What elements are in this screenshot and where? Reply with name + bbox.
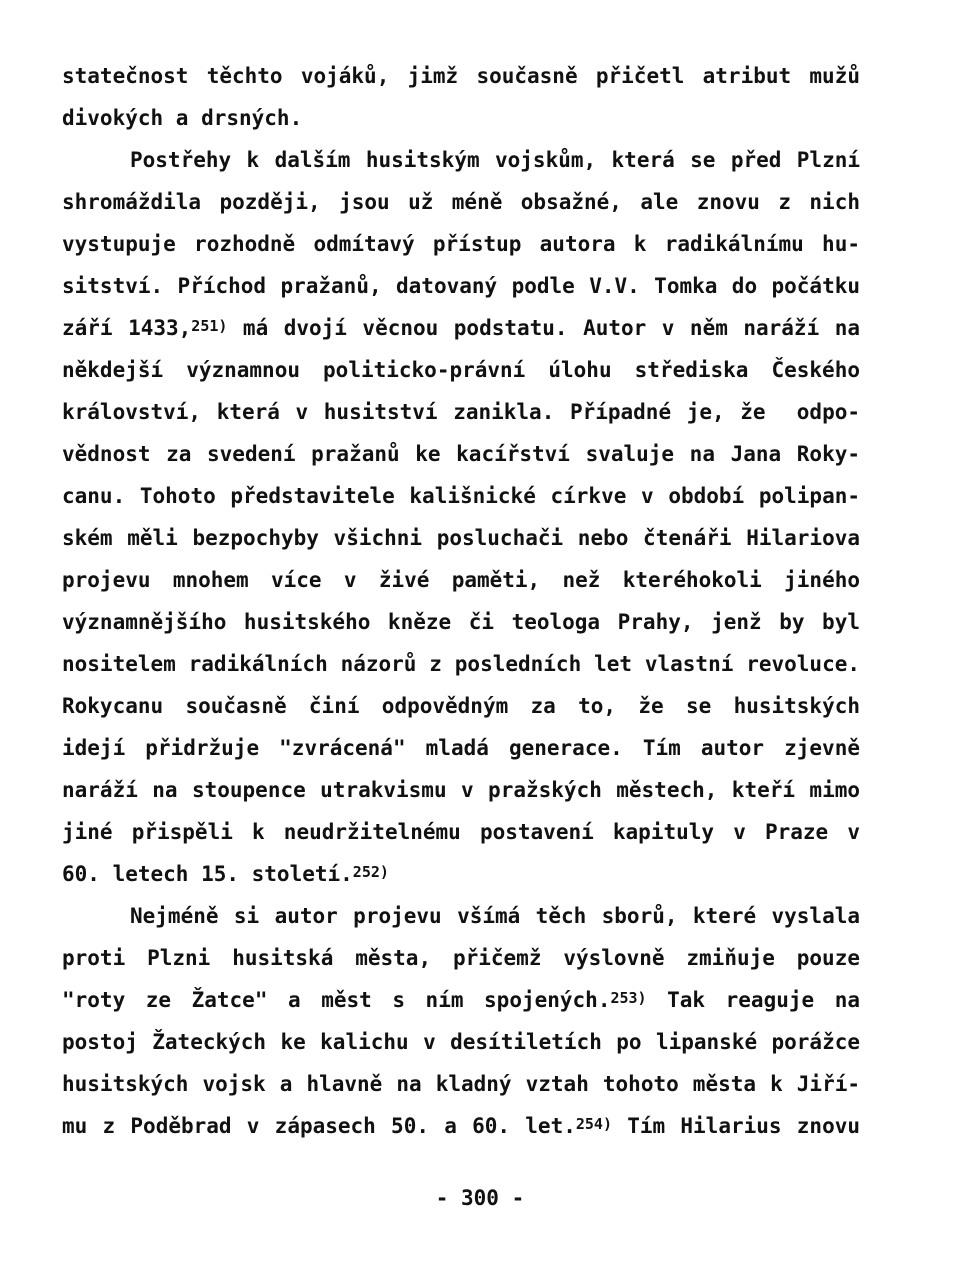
text-line <box>62 610 860 634</box>
text-line <box>62 442 860 466</box>
line-text: mu z Poděbrad v zápasech 50. a 60. let. <box>62 1114 576 1138</box>
text-line <box>62 274 860 298</box>
text-line <box>130 148 860 172</box>
text-line <box>62 1072 860 1096</box>
text-line <box>62 862 389 886</box>
line-text: postoj Žateckých ke kalichu v desítiletích po lipanské porážce <box>62 1030 860 1054</box>
text-line <box>62 988 860 1012</box>
footnote-marker: 254) <box>575 1115 612 1133</box>
line-text: statečnost těchto vojáků, jimž současně přičetl atribut mužů <box>62 64 860 88</box>
line-text: Nejméně si autor projevu všímá těch sborů, které vyslala <box>130 904 860 928</box>
text-line <box>62 190 860 214</box>
line-text: vědnost za svedení pražanů ke kacířství svaluje na Jana Roky- <box>62 442 860 466</box>
line-text: září 1433, <box>62 316 192 340</box>
text-line <box>62 652 860 676</box>
text-line <box>62 778 860 802</box>
line-text: ském měli bezpochyby všichni posluchači nebo čtenáři Hilariova <box>62 526 860 550</box>
page-number: - 300 - <box>435 1186 525 1210</box>
line-text: naráží na stoupence utrakvismu v pražských městech, kteří mimo <box>62 778 860 802</box>
line-text: království, která v husitství zanikla. Případné je, že odpo- <box>62 400 860 424</box>
line-text: divokých a drsných. <box>62 106 303 130</box>
footnote-marker: 252) <box>352 863 389 881</box>
line-text-continued: má dvojí věcnou podstatu. Autor v něm naráží na <box>227 316 860 340</box>
text-line <box>62 106 302 130</box>
text-line <box>62 64 860 88</box>
line-text: 60. letech 15. století. <box>62 862 353 886</box>
text-line <box>130 904 860 928</box>
line-text: Postřehy k dalším husitským vojskům, která se před Plzní <box>130 148 860 172</box>
text-line <box>62 820 860 844</box>
line-text: vystupuje rozhodně odmítavý přístup autora k radikálnímu hu- <box>62 232 860 256</box>
text-line <box>62 358 860 382</box>
footnote-marker: 253) <box>610 989 647 1007</box>
line-text: proti Plzni husitská města, přičemž výslovně zmiňuje pouze <box>62 946 860 970</box>
line-text: projevu mnohem více v živé paměti, než kteréhokoli jiného <box>62 568 860 592</box>
line-text: shromáždila později, jsou už méně obsažné, ale znovu z nich <box>62 190 860 214</box>
text-line <box>62 694 860 718</box>
line-text-continued: Tak reaguje na <box>646 988 860 1012</box>
text-line <box>62 736 860 760</box>
line-text: někdejší významnou politicko-právní úlohu střediska Českého <box>62 358 860 382</box>
text-line <box>62 400 860 424</box>
line-text: "roty ze Žatce" a měst s ním spojených. <box>62 988 611 1012</box>
footnote-marker: 251) <box>191 317 228 335</box>
text-line <box>62 526 860 550</box>
line-text: jiné přispěli k neudržitelnému postavení kapituly v Praze v <box>62 820 860 844</box>
line-text-continued: Tím Hilarius znovu <box>611 1114 860 1138</box>
text-line <box>62 484 860 508</box>
text-line <box>62 568 860 592</box>
line-text: canu. Tohoto představitele kališnické církve v období polipan- <box>62 484 860 508</box>
text-line <box>62 316 860 340</box>
line-text: Rokycanu současně činí odpovědným za to, že se husitských <box>62 694 860 718</box>
line-text: husitských vojsk a hlavně na kladný vztah tohoto města k Jiří- <box>62 1072 860 1096</box>
text-line <box>62 1114 860 1138</box>
text-line <box>62 946 860 970</box>
text-line <box>62 1030 860 1054</box>
line-text: nositelem radikálních názorů z posledních let vlastní revoluce. <box>62 652 860 676</box>
text-line <box>62 232 860 256</box>
line-text: významnějšího husitského kněze či teologa Prahy, jenž by byl <box>62 610 860 634</box>
line-text: sitství. Příchod pražanů, datovaný podle V.V. Tomka do počátku <box>62 274 860 298</box>
line-text: idejí přidržuje "zvrácená" mladá generace. Tím autor zjevně <box>62 736 860 760</box>
